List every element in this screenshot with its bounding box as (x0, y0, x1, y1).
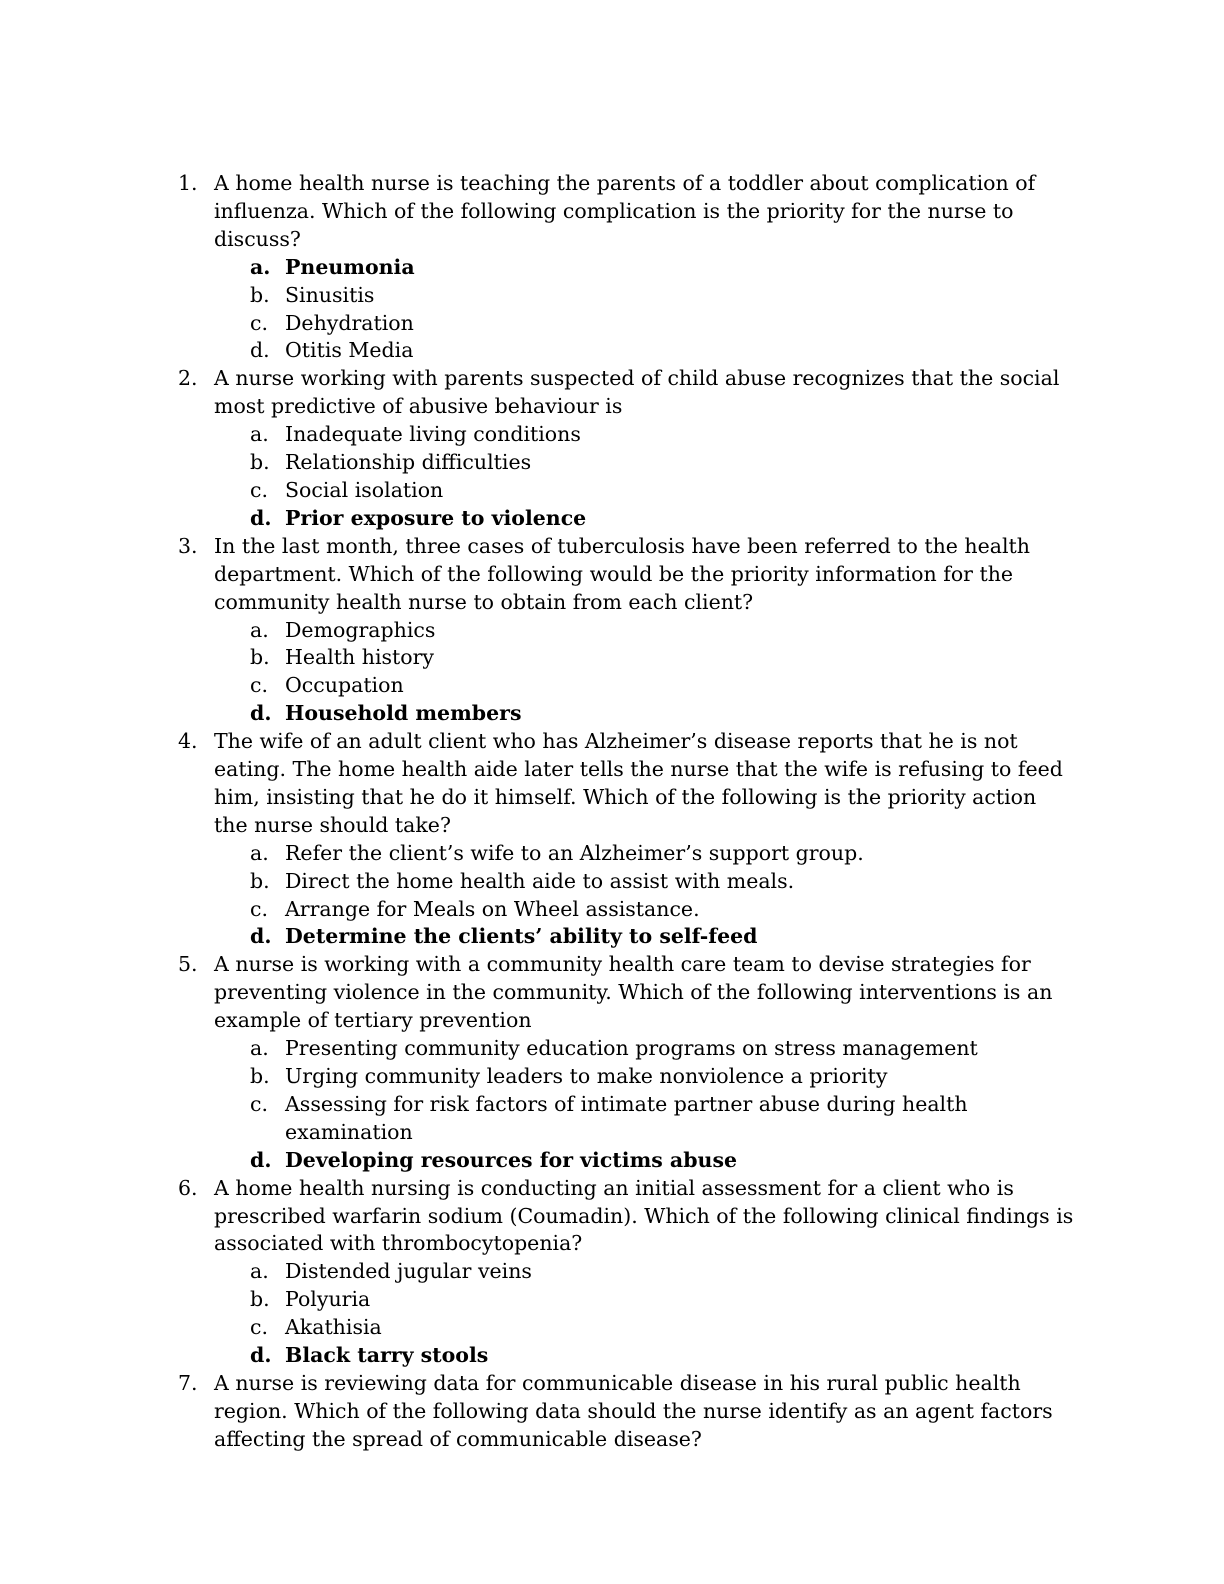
answer-option (0, 840, 1224, 868)
option-text: Arrange for Meals on Wheel assistance. (285, 896, 700, 921)
option-letter: d. (250, 701, 272, 726)
question-number: 3. (178, 533, 198, 558)
option-text: Developing resources for victims abuse (285, 1147, 738, 1172)
question-2 (0, 365, 1224, 532)
answer-option (0, 868, 1224, 896)
option-letter: c. (250, 1091, 268, 1116)
option-letter: a. (250, 840, 269, 865)
option-text: Demographics (285, 617, 436, 642)
answer-option (0, 1286, 1224, 1314)
answer-option (0, 672, 1224, 700)
question-row (0, 170, 1224, 254)
question-row (0, 1370, 1224, 1454)
question-number: 1. (178, 171, 198, 195)
answer-option (0, 337, 1224, 365)
option-text: Household members (285, 701, 522, 726)
answer-option (0, 421, 1224, 449)
option-letter: c. (250, 310, 268, 335)
question-7 (0, 1370, 1224, 1454)
option-text: Occupation (285, 673, 404, 698)
option-text: Direct the home health aide to assist with meals. (285, 868, 795, 893)
option-text: Pneumonia (285, 254, 415, 279)
answer-option (0, 1035, 1224, 1063)
answer-option (0, 449, 1224, 477)
answer-option (0, 505, 1224, 533)
question-row (0, 728, 1224, 840)
option-letter: a. (250, 1259, 269, 1284)
option-letter: c. (250, 1315, 268, 1340)
answer-option (0, 644, 1224, 672)
option-letter: a. (250, 1036, 269, 1061)
question-text: The wife of an adult client who has Alzheimer’s disease reports that he is not eating. The home health aide later tells the nurse that the wife is refusing to feed him, insisting that he do it himself. Which of the following is the priority action the nurse should take? (214, 729, 1063, 837)
option-text: Relationship difficulties (285, 450, 532, 475)
question-text: A nurse working with parents suspected of child abuse recognizes that the social most predictive of abusive behaviour is (214, 366, 1060, 419)
option-letter: b. (250, 282, 270, 307)
option-text: Social isolation (285, 477, 444, 502)
option-letter: b. (250, 1064, 270, 1088)
option-letter: d. (250, 1343, 272, 1368)
option-text: Distended jugular veins (285, 1259, 532, 1284)
option-letter: a. (250, 422, 269, 447)
option-text: Determine the clients’ ability to self-feed (285, 924, 758, 949)
question-number: 5. (178, 952, 198, 977)
option-text: Akathisia (285, 1315, 382, 1340)
option-text: Prior exposure to violence (285, 505, 587, 530)
question-list (0, 170, 1224, 1454)
option-letter: b. (250, 645, 270, 670)
option-letter: d. (250, 1147, 272, 1172)
question-5 (0, 951, 1224, 1174)
question-number: 7. (178, 1370, 198, 1395)
option-letter: b. (250, 1287, 270, 1312)
question-row (0, 1175, 1224, 1259)
option-letter: d. (250, 338, 270, 363)
option-text: Inadequate living conditions (285, 422, 581, 447)
option-text: Dehydration (285, 310, 414, 335)
question-text: A home health nurse is teaching the parents of a toddler about complication of influenza. Which of the following complication is the priority for the nurse to discuss? (214, 171, 1036, 251)
answer-option (0, 1314, 1224, 1342)
answer-option (0, 1147, 1224, 1175)
question-row (0, 951, 1224, 1035)
question-4 (0, 728, 1224, 951)
answer-option (0, 1342, 1224, 1370)
option-text: Presenting community education programs on stress management (285, 1036, 978, 1061)
option-text: Otitis Media (285, 338, 414, 363)
option-letter: c. (250, 477, 268, 502)
question-number: 4. (178, 729, 198, 754)
answer-option (0, 1091, 1224, 1147)
option-letter: a. (250, 254, 271, 279)
option-letter: d. (250, 924, 272, 949)
answer-option (0, 700, 1224, 728)
question-text: A nurse is working with a community health care team to devise strategies for preventing violence in the community. Which of the following interventions is an example of tertiary prevention (214, 952, 1053, 1033)
answer-option (0, 282, 1224, 310)
answer-option (0, 1258, 1224, 1286)
question-row (0, 533, 1224, 617)
option-letter: a. (250, 617, 269, 642)
option-letter: d. (250, 505, 272, 530)
question-text: A nurse is reviewing data for communicable disease in his rural public health region. Which of the following data should the nurse identify as an agent factors affecting the spread of communicable disease? (214, 1370, 1053, 1451)
question-number: 2. (178, 366, 198, 391)
option-text: Assessing for risk factors of intimate partner abuse during health examination (285, 1091, 968, 1144)
option-text: Urging community leaders to make nonviolence a priority (285, 1064, 888, 1088)
question-6 (0, 1175, 1224, 1370)
option-letter: b. (250, 450, 270, 475)
answer-option (0, 477, 1224, 505)
option-text: Polyuria (285, 1287, 371, 1312)
option-text: Sinusitis (285, 282, 375, 307)
option-text: Health history (285, 645, 434, 670)
option-text: Refer the client’s wife to an Alzheimer’s support group. (285, 840, 864, 865)
question-number: 6. (178, 1175, 198, 1200)
question-row (0, 365, 1224, 421)
question-3 (0, 533, 1224, 728)
question-1 (0, 170, 1224, 365)
answer-option (0, 1063, 1224, 1091)
option-text: Black tarry stools (285, 1343, 489, 1368)
answer-option (0, 923, 1224, 951)
answer-option (0, 254, 1224, 282)
option-letter: c. (250, 896, 268, 921)
option-letter: c. (250, 673, 268, 698)
question-text: A home health nursing is conducting an initial assessment for a client who is prescribed warfarin sodium (Coumadin). Which of the following clinical findings is associated with thrombocytopenia? (214, 1175, 1074, 1256)
answer-option (0, 896, 1224, 924)
answer-option (0, 310, 1224, 338)
option-letter: b. (250, 868, 270, 893)
answer-option (0, 617, 1224, 645)
question-text: In the last month, three cases of tuberculosis have been referred to the health department. Which of the following would be the priority information for the community health nurse to obtain from each client? (214, 533, 1030, 614)
